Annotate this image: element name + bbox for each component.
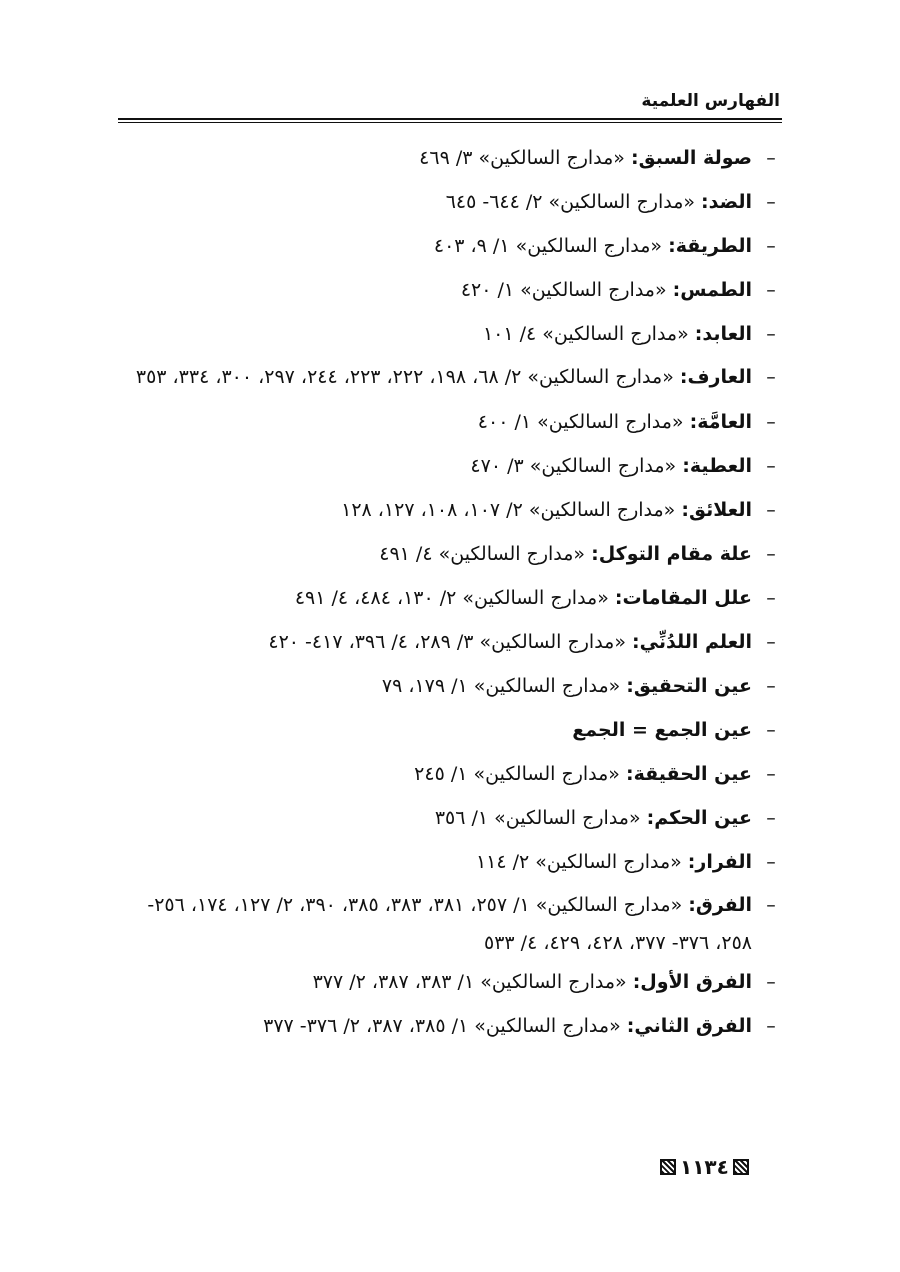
index-entry bbox=[118, 226, 780, 270]
entry-dash: – bbox=[766, 191, 776, 213]
entry-reference: «مدارج السالكين» ٣/ ٤٧٠ bbox=[470, 455, 677, 477]
index-entry bbox=[118, 490, 780, 534]
index-entry bbox=[118, 446, 780, 490]
entry-reference: «مدارج السالكين» ٢/ ٦٨، ١٩٨، ٢٢٢، ٢٢٣، ٢٤٤، ٢٩٧، ٣٠٠، ٣٣٤، ٣٥٣ bbox=[135, 366, 674, 388]
entry-dash: – bbox=[766, 719, 776, 741]
index-entry bbox=[118, 622, 780, 666]
page-footer bbox=[660, 1152, 780, 1182]
index-entry bbox=[118, 754, 780, 798]
entry-term: العلائق: bbox=[681, 499, 752, 521]
index-entry bbox=[118, 842, 780, 886]
index-entry bbox=[118, 402, 780, 446]
index-entry bbox=[118, 314, 780, 358]
entry-dash: – bbox=[766, 631, 776, 653]
index-entry bbox=[118, 138, 780, 182]
entry-term: العامَّة: bbox=[689, 411, 752, 433]
entry-term: عين التحقيق: bbox=[626, 675, 752, 697]
ornament-icon bbox=[660, 1159, 676, 1175]
entry-reference: «مدارج السالكين» ١/ ٣٥٦ bbox=[434, 807, 641, 829]
entry-term: صولة السبق: bbox=[630, 147, 752, 169]
entry-reference: «مدارج السالكين» ٤/ ١٠١ bbox=[482, 323, 689, 345]
entry-dash: – bbox=[766, 147, 776, 169]
entry-term: الفرق: bbox=[688, 894, 752, 916]
entry-reference: «مدارج السالكين» ٣/ ٢٨٩، ٤/ ٣٩٦، ٤١٧- ٤٢٠ bbox=[268, 631, 626, 653]
entry-reference: «مدارج السالكين» ١/ ٤٢٠ bbox=[460, 279, 667, 301]
entry-term: عين الحقيقة: bbox=[625, 763, 752, 785]
entry-dash: – bbox=[766, 499, 776, 521]
entry-dash: – bbox=[766, 807, 776, 829]
entry-dash: – bbox=[766, 411, 776, 433]
entry-reference: «مدارج السالكين» ١/ ١٧٩، ٧٩ bbox=[381, 675, 621, 697]
entry-reference: «مدارج السالكين» ١/ ٢٤٥ bbox=[414, 763, 620, 785]
entry-dash: – bbox=[766, 763, 776, 785]
index-entry bbox=[118, 534, 780, 578]
entry-term: الفرق الأول: bbox=[632, 971, 752, 993]
entry-term: عين الجمع = الجمع bbox=[572, 719, 752, 741]
entry-reference: «مدارج السالكين» ٢/ ١٠٧، ١٠٨، ١٢٧، ١٢٨ bbox=[341, 499, 676, 521]
index-entry bbox=[118, 886, 780, 962]
entry-term: عين الحكم: bbox=[646, 807, 752, 829]
entry-reference: «مدارج السالكين» ١/ ٩، ٤٠٣ bbox=[433, 235, 663, 257]
entry-term: علة مقام التوكل: bbox=[591, 543, 752, 565]
entry-reference: «مدارج السالكين» ٢/ ١٣٠، ٤٨٤، ٤/ ٤٩١ bbox=[294, 587, 609, 609]
index-entry bbox=[118, 182, 780, 226]
entry-reference: «مدارج السالكين» ١/ ٣٨٣، ٣٨٧، ٢/ ٣٧٧ bbox=[312, 971, 627, 993]
index-entry bbox=[118, 710, 780, 754]
index-entry bbox=[118, 358, 780, 402]
entry-dash: – bbox=[766, 235, 776, 257]
entry-dash: – bbox=[766, 279, 776, 301]
index-entry bbox=[118, 666, 780, 710]
entry-term: الطريقة: bbox=[668, 235, 752, 257]
entry-dash: – bbox=[766, 587, 776, 609]
index-entry bbox=[118, 578, 780, 622]
entry-dash: – bbox=[766, 675, 776, 697]
entry-dash: – bbox=[766, 851, 776, 873]
header-title: الفهارس العلمية bbox=[641, 91, 780, 111]
entry-term: العارف: bbox=[679, 366, 752, 388]
running-header bbox=[118, 88, 782, 123]
entry-reference: «مدارج السالكين» ٢/ ١١٤ bbox=[475, 851, 682, 873]
entry-dash: – bbox=[766, 323, 776, 345]
entry-dash: – bbox=[766, 1015, 776, 1037]
entry-reference: «مدارج السالكين» ١/ ٤٠٠ bbox=[477, 411, 684, 433]
entry-reference: «مدارج السالكين» ١/ ٢٥٧، ٣٨١، ٣٨٣، ٣٨٥، ٣٩٠، ٢/ ١٢٧، ١٧٤، ٢٥٦- ٢٥٨، ٣٧٦- ٣٧٧، ٤٢٨، ٤٢٩، ٤/ ٥٣٣ bbox=[147, 894, 752, 954]
header-rule-thin bbox=[118, 122, 782, 123]
entry-term: الفرار: bbox=[687, 851, 752, 873]
entry-dash: – bbox=[766, 455, 776, 477]
header-rule-thick bbox=[118, 118, 782, 120]
index-entry bbox=[118, 798, 780, 842]
entry-term: العطية: bbox=[682, 455, 752, 477]
entry-dash: – bbox=[766, 366, 776, 388]
entry-reference: «مدارج السالكين» ٣/ ٤٦٩ bbox=[419, 147, 625, 169]
page-number: ١١٣٤ bbox=[680, 1155, 729, 1179]
entry-dash: – bbox=[766, 894, 776, 916]
entry-reference: «مدارج السالكين» ٢/ ٦٤٤- ٦٤٥ bbox=[445, 191, 695, 213]
index-entries bbox=[118, 138, 780, 1050]
entry-term: العلم اللدُنِّي: bbox=[632, 631, 752, 653]
index-entry bbox=[118, 1006, 780, 1050]
entry-dash: – bbox=[766, 543, 776, 565]
entry-reference: «مدارج السالكين» ٤/ ٤٩١ bbox=[379, 543, 586, 565]
entry-reference: «مدارج السالكين» ١/ ٣٨٥، ٣٨٧، ٢/ ٣٧٦- ٣٧٧ bbox=[263, 1015, 621, 1037]
entry-dash: – bbox=[766, 971, 776, 993]
entry-term: الضد: bbox=[701, 191, 752, 213]
index-entry bbox=[118, 270, 780, 314]
index-entry bbox=[118, 962, 780, 1006]
entry-term: الطمس: bbox=[672, 279, 752, 301]
entry-term: علل المقامات: bbox=[614, 587, 752, 609]
entry-term: الفرق الثاني: bbox=[626, 1015, 752, 1037]
ornament-icon bbox=[733, 1159, 749, 1175]
entry-term: العابد: bbox=[694, 323, 752, 345]
